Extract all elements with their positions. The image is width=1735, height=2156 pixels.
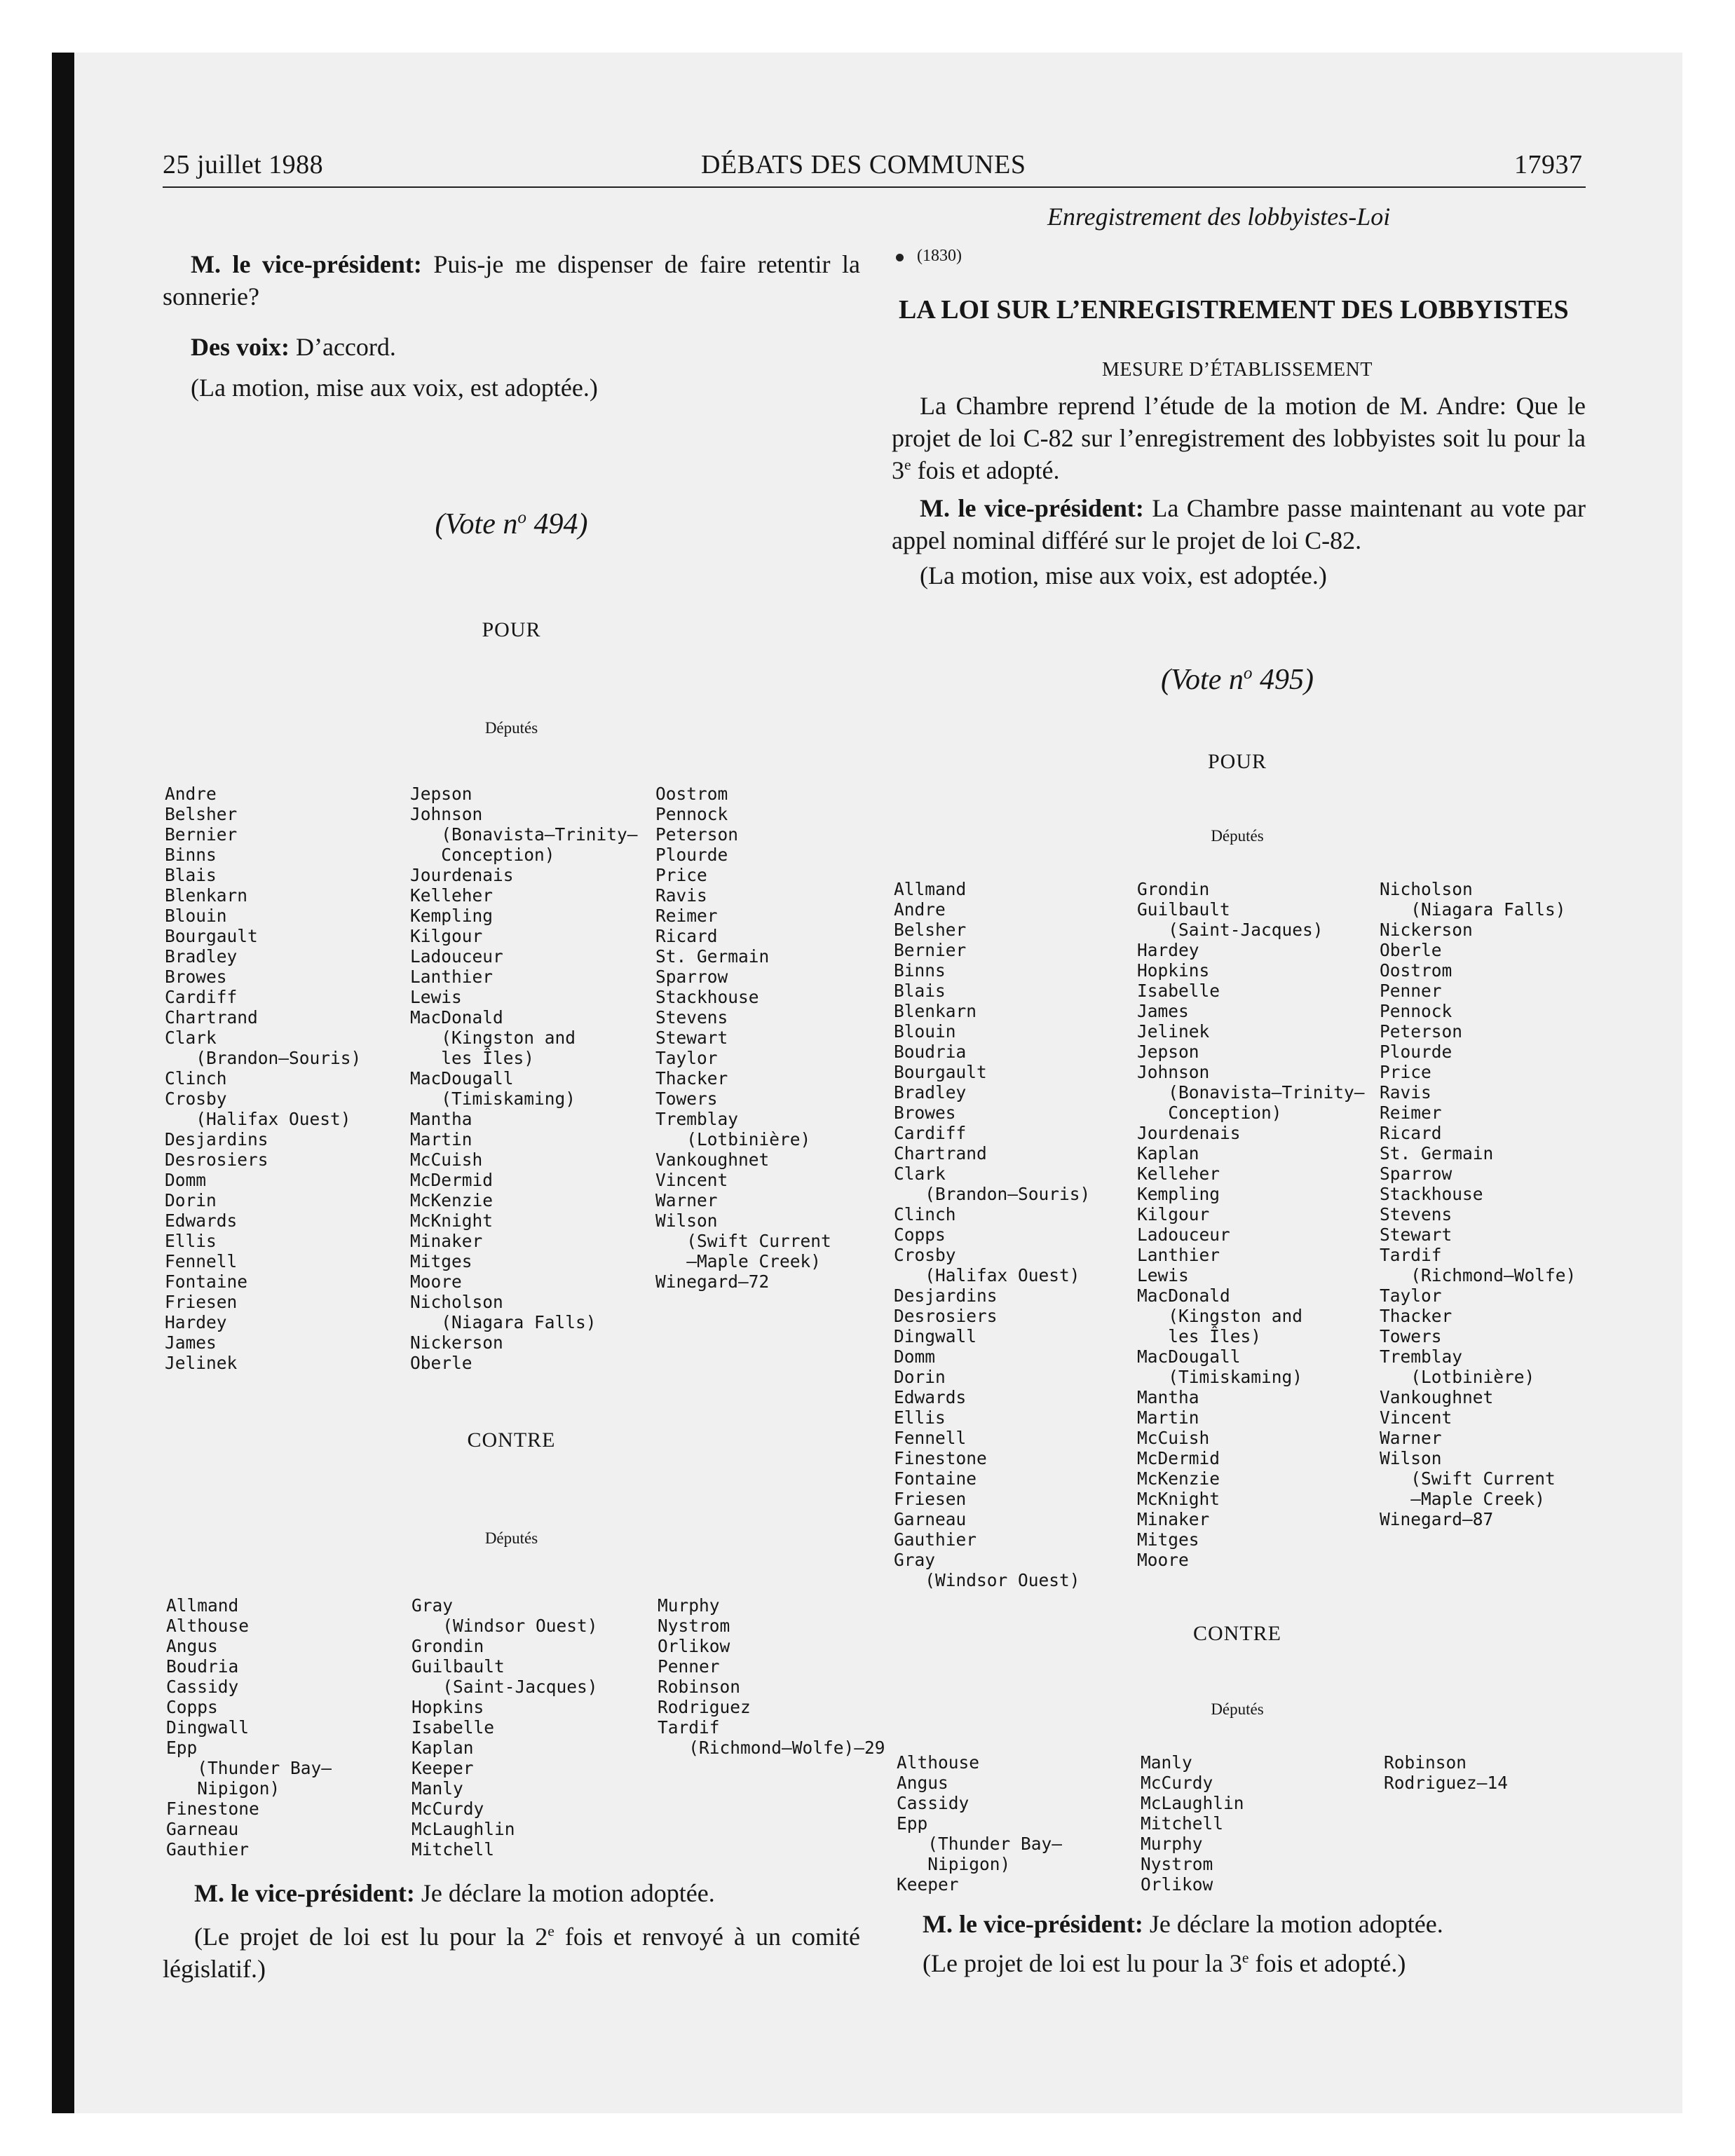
left-contre-list-col3: Murphy Nystrom Orlikow Penner Robinson Rodriguez Tardif (Richmond—Wolfe)—29 xyxy=(658,1595,885,1758)
left-contre-heading: CONTRE xyxy=(467,1428,556,1452)
right-pour-heading: POUR xyxy=(1207,750,1267,773)
right-contre-heading: CONTRE xyxy=(1193,1622,1281,1645)
header-rule xyxy=(163,186,1586,188)
left-pour-list-col1: Andre Belsher Bernier Binns Blais Blenkarn Blouin Bourgault Bradley Browes Cardiff Chartrand Clark (Brandon—Souris) Clinch Crosby (Halifax Ouest) Desjardins Desrosiers Domm Dorin Edwards Ellis Fennell Fontaine Friesen Hardey James Jelinek xyxy=(165,784,362,1373)
left-final-note: (Le projet de loi est lu pour la 2e fois et renvoyé à un comité législatif.) xyxy=(163,1923,860,1983)
header-date: 25 juillet 1988 xyxy=(163,150,324,179)
right-final-note: (Le projet de loi est lu pour la 3e fois et adopté.) xyxy=(923,1949,1406,1977)
right-pour-list-col2: Grondin Guilbault (Saint-Jacques) Hardey Hopkins Isabelle James Jelinek Jepson Johnson (Bonavista—Trinity— Conception) Jourdenais Kaplan Kelleher Kempling Kilgour Ladouceur Lanthier Lewis MacDonald (Kingston and les Îles) MacDougall (Timiskaming) Mantha Martin McCuish McDermid McKenzie McKnight Minaker Mitges Moore xyxy=(1137,879,1365,1570)
right-declaration: M. le vice-président: Je déclare la motion adoptée. xyxy=(923,1910,1443,1938)
right-paragraph-2: M. le vice-président: La Chambre passe maintenant au vote par appel nominal différé sur le projet de loi C-82. xyxy=(892,494,1586,554)
right-contre-list-col2: Manly McCurdy McLaughlin Mitchell Murphy Nystrom Orlikow xyxy=(1141,1752,1244,1895)
section-title: LA LOI SUR L’ENREGISTREMENT DES LOBBYISTES xyxy=(899,295,1569,325)
right-pour-list-col3: Nicholson (Niagara Falls) Nickerson Oberle Oostrom Penner Pennock Peterson Plourde Price Ravis Reimer Ricard St. Germain Sparrow Stackhouse Stevens Stewart Tardif (Richmond—Wolfe) Taylor Thacker Towers Tremblay (Lotbinière) Vankoughnet Vincent Warner Wilson (Swift Current —Maple Creek) Winegard—87 xyxy=(1380,879,1577,1529)
left-pour-deputes: Députés xyxy=(484,719,538,737)
right-pour-list-col1: Allmand Andre Belsher Bernier Binns Blais Blenkarn Blouin Boudria Bourgault Bradley Browes Cardiff Chartrand Clark (Brandon—Souris) Clinch Copps Crosby (Halifax Ouest) Desjardins Desrosiers Dingwall Domm Dorin Edwards Ellis Fennell Finestone Fontaine Friesen Garneau Gauthier Gray (Windsor Ouest) xyxy=(894,879,1091,1590)
left-contre-deputes: Députés xyxy=(484,1529,538,1547)
running-head: Enregistrement des lobbyistes-Loi xyxy=(1047,203,1391,231)
right-paragraph-1: La Chambre reprend l’étude de la motion de M. Andre: Que le projet de loi C-82 sur l’enregistrement des lobbyistes soit lu pour la 3e fois et adopté. xyxy=(892,392,1586,484)
left-contre-list-col1: Allmand Althouse Angus Boudria Cassidy Copps Dingwall Epp (Thunder Bay— Nipigon) Finestone Garneau Gauthier xyxy=(166,1595,332,1860)
bullet-icon xyxy=(896,254,904,261)
left-pour-heading: POUR xyxy=(482,618,541,641)
time-stamp: (1830) xyxy=(917,247,962,265)
right-pour-deputes: Députés xyxy=(1211,827,1264,845)
left-pour-list-col2: Jepson Johnson (Bonavista—Trinity— Conception) Jourdenais Kelleher Kempling Kilgour Ladouceur Lanthier Lewis MacDonald (Kingston and les Îles) MacDougall (Timiskaming) Mantha Martin McCuish McDermid McKenzie McKnight Minaker Mitges Moore Nicholson (Niagara Falls) Nickerson Oberle xyxy=(410,784,638,1373)
left-paragraph-2: Des voix: D’accord. xyxy=(191,333,396,361)
header-page-number: 17937 xyxy=(1514,150,1583,179)
vote-494-heading: (Vote $n^o$ 494) xyxy=(435,508,588,540)
right-paragraph-3: (La motion, mise aux voix, est adoptée.) xyxy=(920,561,1327,589)
right-contre-list-col3: Robinson Rodriguez—14 xyxy=(1384,1752,1509,1793)
right-contre-deputes: Députés xyxy=(1211,1700,1264,1718)
vote-495-heading: (Vote $n^o$ 495) xyxy=(1161,664,1314,696)
left-contre-list-col2: Gray (Windsor Ouest) Grondin Guilbault (Saint-Jacques) Hopkins Isabelle Kaplan Keeper Manly McCurdy McLaughlin Mitchell xyxy=(411,1595,598,1860)
scan-edge-bar xyxy=(52,53,74,2113)
left-declaration: M. le vice-président: Je déclare la motion adoptée. xyxy=(194,1879,715,1907)
left-pour-list-col3: Oostrom Pennock Peterson Plourde Price Ravis Reimer Ricard St. Germain Sparrow Stackhouse Stevens Stewart Taylor Thacker Towers Tremblay (Lotbinière) Vankoughnet Vincent Warner Wilson (Swift Current —Maple Creek) Winegard—72 xyxy=(655,784,831,1292)
left-paragraph-3: (La motion, mise aux voix, est adoptée.) xyxy=(191,374,598,402)
left-paragraph-1: M. le vice-président: Puis-je me dispenser de faire retentir la sonnerie? xyxy=(163,250,860,311)
section-subtitle: MESURE D’ÉTABLISSEMENT xyxy=(1102,359,1373,381)
right-contre-list-col1: Althouse Angus Cassidy Epp (Thunder Bay— Nipigon) Keeper xyxy=(897,1752,1063,1895)
header-title: DÉBATS DES COMMUNES xyxy=(701,150,1026,179)
